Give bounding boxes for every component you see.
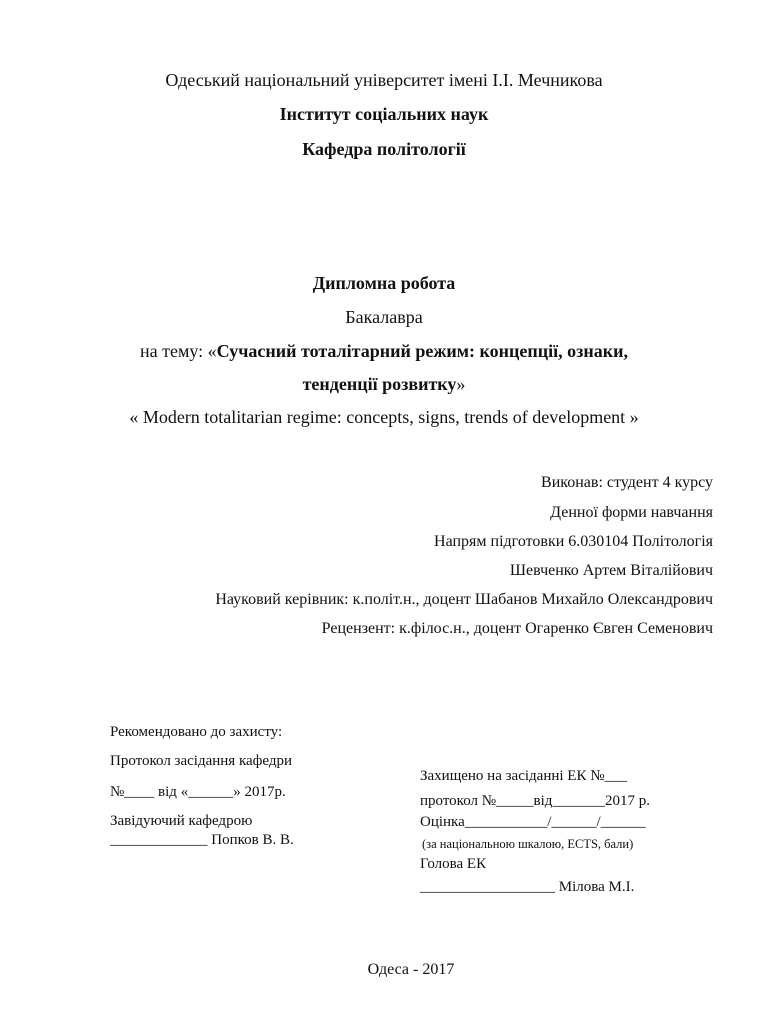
topic-suffix: » xyxy=(456,374,466,394)
city-year: Одеса - 2017 xyxy=(367,961,455,978)
topic-ua-text-2: тенденції розвитку xyxy=(302,374,457,394)
protocol-label: Протокол засідання кафедри xyxy=(110,753,293,769)
head-signature: _____________ Попков В. В. xyxy=(110,832,294,848)
defended-label: Захищено на засіданні ЕК №___ xyxy=(420,768,628,784)
supervisor: Науковий керівник: к.політ.н., доцент Шабанов Михайло Олександрович xyxy=(215,591,713,608)
topic-ua-line-2 xyxy=(0,375,768,393)
topic-ua-line-1 xyxy=(0,342,768,360)
defense-protocol: протокол №_____від_______2017 р. xyxy=(420,793,650,809)
topic-ua-text-1: Сучасний тоталітарний режим: концепції, ознаки, xyxy=(216,341,628,361)
recommended-label: Рекомендовано до захисту: xyxy=(110,724,283,740)
student-name: Шевченко Артем Віталійович xyxy=(509,562,713,579)
topic-en: « Modern totalitarian regime: concepts, signs, trends of development » xyxy=(129,407,639,427)
department-name: Кафедра політології xyxy=(302,139,466,159)
topic-prefix: на тему: « xyxy=(140,341,217,361)
specialty: Напрям підготовки 6.030104 Політологія xyxy=(434,533,713,550)
chair-label: Голова ЕК xyxy=(420,856,487,872)
grade-line: Оцінка___________/______/______ xyxy=(420,814,646,830)
institute-name: Інститут соціальних наук xyxy=(279,104,489,124)
grade-note: (за національною шкалою, ECTS, бали) xyxy=(422,837,634,851)
study-form: Денної форми навчання xyxy=(550,504,713,521)
head-label: Завідуючий кафедрою xyxy=(110,813,253,829)
protocol-number: №____ від «______» 2017р. xyxy=(110,784,286,800)
reviewer: Рецензент: к.філос.н., доцент Огаренко Євген Семенович xyxy=(321,620,713,637)
performed-by: Виконав: студент 4 курсу xyxy=(541,474,713,491)
work-type: Дипломна робота xyxy=(312,273,456,293)
degree: Бакалавра xyxy=(345,307,423,327)
university-name: Одеський національний університет імені І.І. Мечникова xyxy=(165,70,603,90)
chair-signature: __________________ Мілова М.І. xyxy=(420,879,635,895)
